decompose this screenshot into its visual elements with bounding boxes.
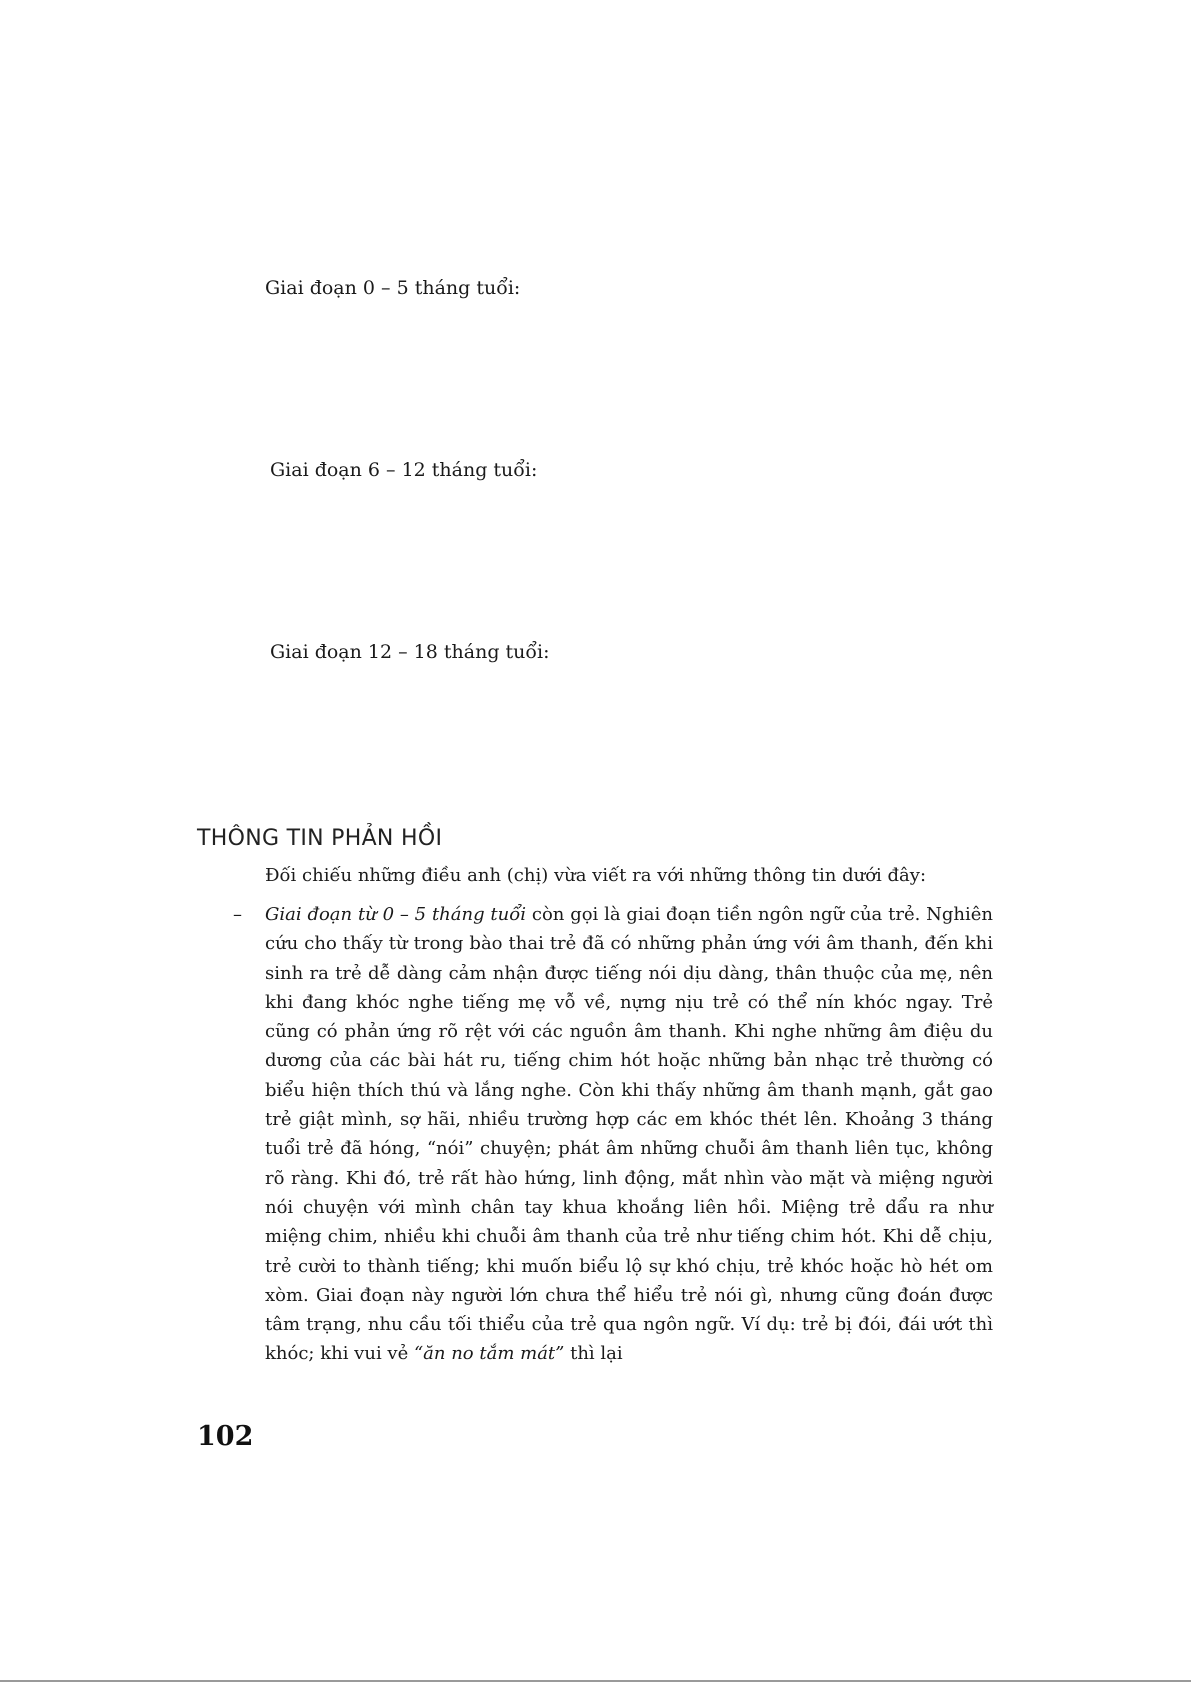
body-paragraph — [265, 900, 993, 1369]
prompt-stage-6-12-months: Giai đoạn 6 – 12 tháng tuổi: — [270, 459, 538, 481]
intro-text: Đối chiếu những điều anh (chị) vừa viết ra với những thông tin dưới đây: — [265, 865, 927, 886]
paragraph-text-1: còn gọi là giai đoạn tiền ngôn ngữ của trẻ. Nghiên cứu cho thấy từ trong bào thai trẻ đã có những phản ứng với âm thanh, đến khi sinh ra trẻ dễ dàng cảm nhận được tiếng nói dịu dàng, thân thuộc của mẹ, nên khi đang khóc nghe tiếng mẹ vỗ về, nựng nịu trẻ có thể nín khóc ngay. Trẻ cũng có phản ứng rõ rệt với các nguồn âm thanh. Khi nghe những âm điệu du dương của các bài hát ru, tiếng chim hót hoặc những bản nhạc trẻ thường có biểu hiện thích thú và lắng nghe. Còn khi thấy những âm thanh mạnh, gắt gao trẻ giật mình, sợ hãi, nhiều trường hợp các em khóc thét lên. Khoảng 3 tháng tuổi trẻ đã hóng, “nói” chuyện; phát âm những chuỗi âm thanh liên tục, không rõ ràng. Khi đó, trẻ rất hào hứng, linh động, mắt nhìn vào mặt và miệng người nói chuyện với mình chân tay khua khoắng liên hồi. Miệng trẻ dẩu ra như miệng chim, nhiều khi chuỗi âm thanh của trẻ như tiếng chim hót. Khi dễ chịu, trẻ cười to thành tiếng; khi muốn biểu lộ sự khó chịu, trẻ khóc hoặc hò hét om xòm. Giai đoạn này người lớn chưa thể hiểu trẻ nói gì, nhưng cũng đoán được tâm trạng, nhu cầu tối thiểu của trẻ qua ngôn ngữ. Ví dụ: trẻ bị đói, đái ướt thì khóc; khi vui vẻ — [265, 904, 994, 1365]
quoted-phrase: “ăn no tắm mát” — [413, 1343, 565, 1365]
paragraph-text-2: thì lại — [564, 1343, 623, 1365]
stage-lead: Giai đoạn từ 0 – 5 tháng tuổi — [265, 904, 527, 925]
prompt-stage-0-5-months: Giai đoạn 0 – 5 tháng tuổi: — [265, 277, 521, 299]
bullet-dash: – — [233, 904, 242, 925]
section-title: THÔNG TIN PHẢN HỒI — [197, 826, 443, 851]
bottom-rule — [0, 1680, 1191, 1682]
page-number: 102 — [197, 1421, 254, 1452]
prompt-stage-12-18-months: Giai đoạn 12 – 18 tháng tuổi: — [270, 641, 550, 663]
